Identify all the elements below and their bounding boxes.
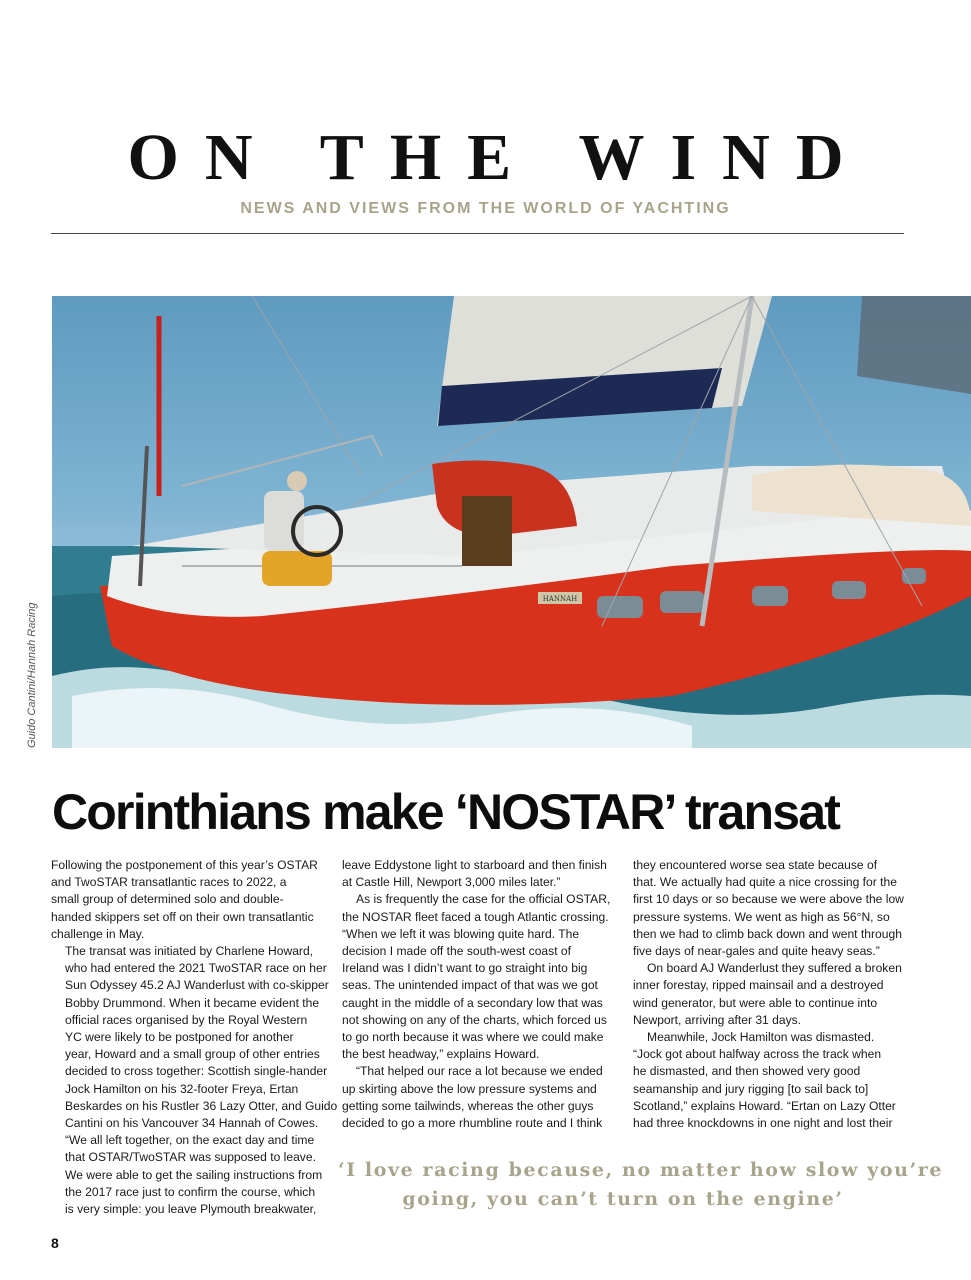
text-line: is very simple: you leave Plymouth breakwater, <box>65 1202 317 1217</box>
text-line: and TwoSTAR transatlantic races to 2022, a <box>51 875 287 890</box>
text-line: decided to go a more rhumbline route and I think <box>342 1116 603 1131</box>
text-line: We were able to get the sailing instructions from <box>65 1167 323 1182</box>
text-line: Bobby Drummond. When it became evident the <box>65 995 320 1010</box>
text-line: handed skippers set off on their own transatlantic <box>51 909 314 924</box>
paragraph <box>342 857 614 891</box>
text-line: decision I made off the south-west coast of <box>342 944 572 959</box>
text-line: “That helped our race a lot because we ended <box>356 1064 603 1079</box>
paragraph <box>342 1063 614 1132</box>
text-line: year, Howard and a small group of other entries <box>65 1047 320 1062</box>
sailboat-photo <box>52 296 971 748</box>
text-line: As is frequently the case for the official OSTAR, <box>356 892 611 907</box>
text-line: small group of determined solo and double- <box>51 892 284 907</box>
text-line: at Castle Hill, Newport 3,000 miles later.” <box>342 875 561 890</box>
text-line: five days of near-gales and quite heavy seas.” <box>633 944 880 959</box>
text-line: caught in the middle of a secondary low that was <box>342 995 603 1010</box>
text-line: The transat was initiated by Charlene Howard, <box>65 944 314 959</box>
text-line: On board AJ Wanderlust they suffered a broken <box>647 961 902 976</box>
paragraph <box>51 943 338 1132</box>
text-line: then we had to climb back down and went through <box>633 926 902 941</box>
text-line: “When we left it was blowing quite hard. The <box>342 926 580 941</box>
boat-name: HANNAH <box>542 595 578 603</box>
text-line: “We all left together, on the exact day and time <box>65 1133 315 1148</box>
text-line: “Jock got about halfway across the track when <box>633 1047 882 1062</box>
text-line: the NOSTAR fleet faced a tough Atlantic crossing. <box>342 909 609 924</box>
text-line: pressure systems. We went as high as 56°N, so <box>633 909 890 924</box>
article-headline: Corinthians make ‘NOSTAR’ transat <box>52 784 840 840</box>
text-line: decided to cross together: Scottish single-hander <box>65 1064 328 1079</box>
text-line: Following the postponement of this year’s OSTAR <box>51 858 318 872</box>
text-line: Ireland was I didn’t want to go straight into big <box>342 961 588 976</box>
text-line: seas. The unintended impact of that was we got <box>342 978 598 993</box>
text-line: Newport, arriving after 31 days. <box>633 1012 802 1027</box>
paragraph <box>51 1132 323 1218</box>
article-column-2 <box>342 857 614 1132</box>
text-line: Cantini on his Vancouver 34 Hannah of Cowes. <box>65 1116 319 1131</box>
header-divider <box>51 233 904 234</box>
section-subtitle: NEWS AND VIEWS FROM THE WORLD OF YACHTING <box>240 200 731 217</box>
text-line: up skirting above the low pressure systems and <box>342 1081 597 1096</box>
text-line: they encountered worse sea state because of <box>633 858 878 872</box>
text-line: that. We actually had quite a nice crossing for the <box>633 875 897 890</box>
pull-quote <box>338 1156 944 1214</box>
text-line: Beskardes on his Rustler 36 Lazy Otter, and Guido <box>65 1098 338 1113</box>
pull-quote-line: ‘I love racing because, no matter how slow you’re <box>338 1159 944 1181</box>
text-line: leave Eddystone light to starboard and then finish <box>342 858 607 872</box>
text-line: inner forestay, ripped mainsail and a destroyed <box>633 978 884 993</box>
text-line: to go north because it was where we could make <box>342 1030 604 1045</box>
pull-quote-line: going, you can’t turn on the engine’ <box>402 1188 844 1210</box>
text-line: Meanwhile, Jock Hamilton was dismasted. <box>647 1030 875 1045</box>
text-line: first 10 days or so because we were above the low <box>633 892 904 907</box>
article-column-3 <box>633 857 905 1132</box>
paragraph <box>342 891 614 1063</box>
article-column-1 <box>51 857 338 1218</box>
text-line: who had entered the 2021 TwoSTAR race on her <box>65 961 327 976</box>
section-title: ON THE WIND <box>127 121 870 194</box>
text-line: wind generator, but were able to continue into <box>633 995 878 1010</box>
paragraph <box>51 857 323 943</box>
text-line: YC were likely to be postponed for another <box>65 1030 294 1045</box>
text-line: seamanship and jury rigging [to sail back to] <box>633 1081 869 1096</box>
text-line: Jock Hamilton on his 32-footer Freya, Ertan <box>65 1081 299 1096</box>
text-line: he dismasted, and then showed very good <box>633 1064 861 1079</box>
text-line: the 2017 race just to confirm the course, which <box>65 1184 316 1199</box>
paragraph <box>633 960 905 1029</box>
text-line: the best headway,” explains Howard. <box>342 1047 540 1062</box>
paragraph <box>633 857 905 960</box>
photo-credit: Guido Cantini/Hannah Racing <box>26 602 38 748</box>
paragraph <box>633 1029 905 1132</box>
text-line: getting some tailwinds, whereas the other guys <box>342 1098 594 1113</box>
text-line: Scotland,” explains Howard. “Ertan on Lazy Otter <box>633 1098 896 1113</box>
text-line: Sun Odyssey 45.2 AJ Wanderlust with co-skipper <box>65 978 329 993</box>
page-number: 8 <box>51 1235 59 1251</box>
text-line: official races organised by the Royal Western <box>65 1012 308 1027</box>
text-line: challenge in May. <box>51 926 145 941</box>
text-line: not showing on any of the charts, which forced us <box>342 1012 607 1027</box>
sailboat-illustration <box>52 296 971 748</box>
text-line: that OSTAR/TwoSTAR was supposed to leave. <box>65 1150 316 1165</box>
text-line: had three knockdowns in one night and lost their <box>633 1116 893 1131</box>
